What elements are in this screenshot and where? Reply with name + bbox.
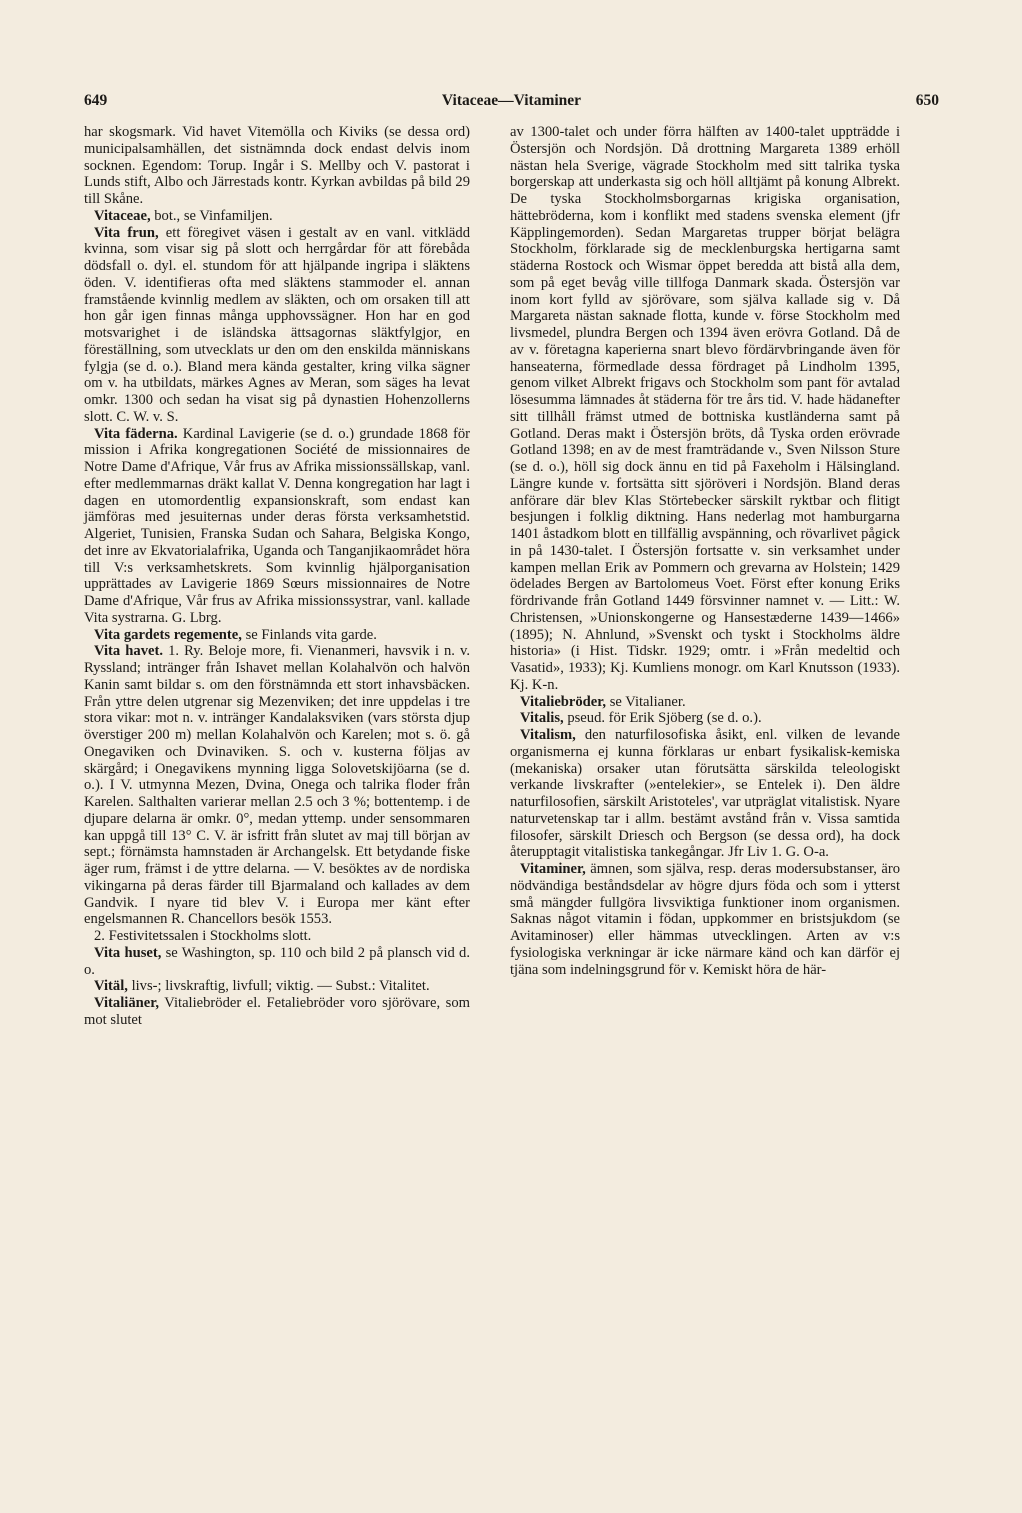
entry-paragraph: Vitaceae, bot., se Vinfamiljen. — [94, 207, 273, 224]
entry-paragraph: Vita gardets regemente, se Finlands vita garde. — [94, 626, 377, 643]
entry-paragraph: Vitalism, den naturfilosofiska åsikt, enl. vilken de levande organismerna ej kunna förklaras ur enbart fysikalisk-kemiska (mekaniska) orsaker utan förutsätta särskilda teleologiskt verkande livskrafter (»entelekier», se Entelek i). Den äldre naturfilosofien, särskilt Aristoteles', var utpräglat vitalistisk. Nyare naturvetenskap tar i allm. bestämt avstånd från v. Vissa samtida filosofer, särskilt Driesch och Bergson (se dessa ord), ha dock återupptagit vitalistiska tankegångar. Jfr Liv 1. G. O-a. — [510, 727, 900, 861]
entry-paragraph: Vitaminer, ämnen, som själva, resp. deras modersubstanser, äro nödvändiga beståndsdelar av högre djurs föda och som i ytterst små mängder fullgöra livsviktiga funktioner inom organismen. Saknas något vitamin i födan, uppkommer en bristsjukdom (se Avitaminoser) eller hämmas utvecklingen. Arten av v:s fysiologiska verkningar är icke närmare känd och kan därför ej tjäna som indelningsgrund för v. Kemiskt höra de här- — [510, 861, 900, 978]
left-column — [84, 124, 470, 1029]
entry-paragraph: har skogsmark. Vid havet Vitemölla och Kiviks (se dessa ord) municipalsamhällen, det sistnämnda dock endast delvis inom socknen. Egendom: Torup. Ingår i S. Mellby och V. pastorat i Lunds stift, Albo och Järrestads kontr. Kyrkan avbildas på bild 29 till Skåne. — [84, 124, 470, 207]
entry-paragraph: 2. Festivitetssalen i Stockholms slott. — [94, 928, 312, 944]
right-column — [510, 124, 900, 978]
entry-paragraph: Vitalis, pseud. för Erik Sjöberg (se d. o.). — [520, 710, 762, 727]
entry-paragraph: Vita frun, ett föregivet väsen i gestalt av en vanl. vitklädd kvinna, som visar sig på slott och herrgårdar för att förebåda dödsfall o. dyl. el. stundom för att hjälpande ingripa i släktens öden. V. identifieras ofta med släktens stammoder el. annan framstående kvinnlig medlem av släkten, och om orsaken till att hon går igen finnas många upphovssägner. Hon har en god motsvarighet i de isländska ättsagornas släktfylgjor, en föreställning, som utvecklats ur den om den enskilda människans fylgja (se d. o.). Bland mera kända gestalter, kring vilka sägner om v. ha utbildats, märkes Agnes av Meran, som säges ha levat omkr. 1300 och sedan ha visat sig på dynastien Hohenzollerns slott. C. W. v. S. — [84, 224, 470, 425]
entry-paragraph: Vita havet. 1. Ry. Beloje more, fi. Vienanmeri, havsvik i n. v. Ryssland; intränger från Ishavet mellan Kolahalvön och halvön Kanin samt bildar s. om den förstnämnda ett stort inhavsbäcken. Från yttre delen utgrenar sig Mezenviken; det inre uppdelas i tre stora vikar: mot n. v. intränger Kandalaksviken (vars största djup överstiger 200 m) mellan Kolahalvön och Karelen; mot s. ö. gå Onegaviken och Dvinaviken. S. och v. kusterna följas av skärgård; i Onegavikens mynning ligga Solovetskijöarna (se d. o.). I V. utmynna Mezen, Dvina, Onega och talrika floder från Karelen. Salthalten varierar mellan 2.5 och 3 %; bottentemp. i de djupare delarna är omkr. 0°, medan yttemp. under sensommaren kan uppgå till 13° C. V. är isfritt från slutet av maj till början av sept.; förnämsta hamnstaden är Archangelsk. Ett betydande fiske äger rum, främst i de yttre delarna. — V. besöktes av de nordiska vikingarna på deras färder till Bjarmaland och kallades av dem Gandvik. I nyare tid blev V. i Europa mer känt efter engelsmannen R. Chancellors besök 1553. — [84, 643, 471, 928]
entry-paragraph: Vitaliäner, Vitaliebröder el. Fetaliebröder voro sjörövare, som mot slutet — [84, 995, 470, 1028]
entry-paragraph: Vita huset, se Washington, sp. 110 och bild 2 på plansch vid d. o. — [84, 944, 470, 978]
running-header — [84, 92, 939, 112]
page-number-right: 650 — [915, 92, 939, 109]
entry-paragraph: av 1300-talet och under förra hälften av 1400-talet uppträdde i Östersjön och Nordsjön. Då drottning Margareta 1389 erhöll nästan hela Sverige, vägrade Stockholm med sitt talrika tyska borgerskap att underkasta sig och höll alltjämt på konung Albrekt. De tyska Stockholmsborgarnas krigiska organisation, hättebröderna, kom i konflikt med stadens svenska element (jfr Käpplingemorden). Sedan Margaretas trupper börjat belägra Stockholm, förklarade sig de mecklenburgska hertigarna samt städerna Rostock och Wismar öppet beredda att bistå alla dem, som på eget bevåg ville tillfoga Danmark skada. Östersjön var inom kort fylld av sjörövare, som själva kallade sig v. Då Margareta nästan saknade flotta, kunde v. förse Stockholm med livsmedel, plundra Bergen och 1394 även erövra Gotland. Då de av v. företagna kaperierna snart blevo fördärvbringande även för hanseaterna, förmedlade dessa fördraget på Lindholm 1395, genom vilket Albrekt frigavs och Stockholm som pant för avtalad lösesumma lämnades åt städerna för tre års tid. V. hade hädanefter sitt tillhåll främst utmed de bottniska kustländerna samt på Gotland. Deras makt i Östersjön bröts, då Tyska orden erövrade Gotland 1398; en av de mest framträdande v., Sven Nilsson Sture (se d. o.), höll sig dock ännu en tid på Faxeholm i Hälsingland. Längre kunde v. fortsätta sitt sjöröveri i Nordsjön. Bland deras anförare där blev Klas Störtebecker särskilt ryktbar och flitigt besjungen i folklig diktning. Hans nederlag mot hamburgarna 1401 åstadkom blott en tillfällig avspänning, och rövarlivet pågick in på 1430-talet. I Östersjön fortsatte v. sin verksamhet under kampen mellan Erik av Pommern och grevarna av Holstein; 1429 ödelades Bergen av Bartolomeus Voet. Först efter konung Eriks fördrivande från Gotland 1449 försvinner namnet v. — Litt.: W. Christensen, »Unionskongerne og Hansestæderne 1439—1466» (1895); N. Ahnlund, »Svenskt och tyskt i Stockholms äldre historia» (i Hist. Tidskr. 1929; omtr. i »Från medeltid och Vasatid», 1933); Kj. Kumliens monogr. om Karl Knutsson (1933). Kj. K-n. — [510, 124, 900, 693]
entry-paragraph: Vitaliebröder, se Vitalianer. — [520, 693, 686, 710]
page-number-left: 649 — [84, 92, 108, 109]
running-title: Vitaceae—Vitaminer — [441, 92, 582, 109]
entry-paragraph: Vita fäderna. Kardinal Lavigerie (se d. o.) grundade 1868 för mission i Afrika kongregationen Société de missionnaires de Notre Dame d'Afrique, Vår frus av Afrika missionssällskap, vanl. efter medlemmarnas dräkt kallat V. Denna kongregation har lagt i dagen en utomordentlig expansionskraft, som endast kan jämföras med jesuiternas under deras första verksamhetstid. Algeriet, Tunisien, Franska Sudan och Sahara, Belgiska Kongo, det inre av Ekvatorialafrika, Uganda och Tanganjikaområdet höra till V:s verksamhetskrets. Som kvinnlig hjälporganisation upprättades av Lavigerie 1869 Sœurs missionnaires de Notre Dame d'Afrique, Vår frus av Afrika missionssystrar, vanl. kallade Vita systrarna. G. Lbrg. — [84, 425, 470, 626]
entry-paragraph: Vitäl, livs-; livskraftig, livfull; viktig. — Subst.: Vitalitet. — [94, 978, 430, 995]
